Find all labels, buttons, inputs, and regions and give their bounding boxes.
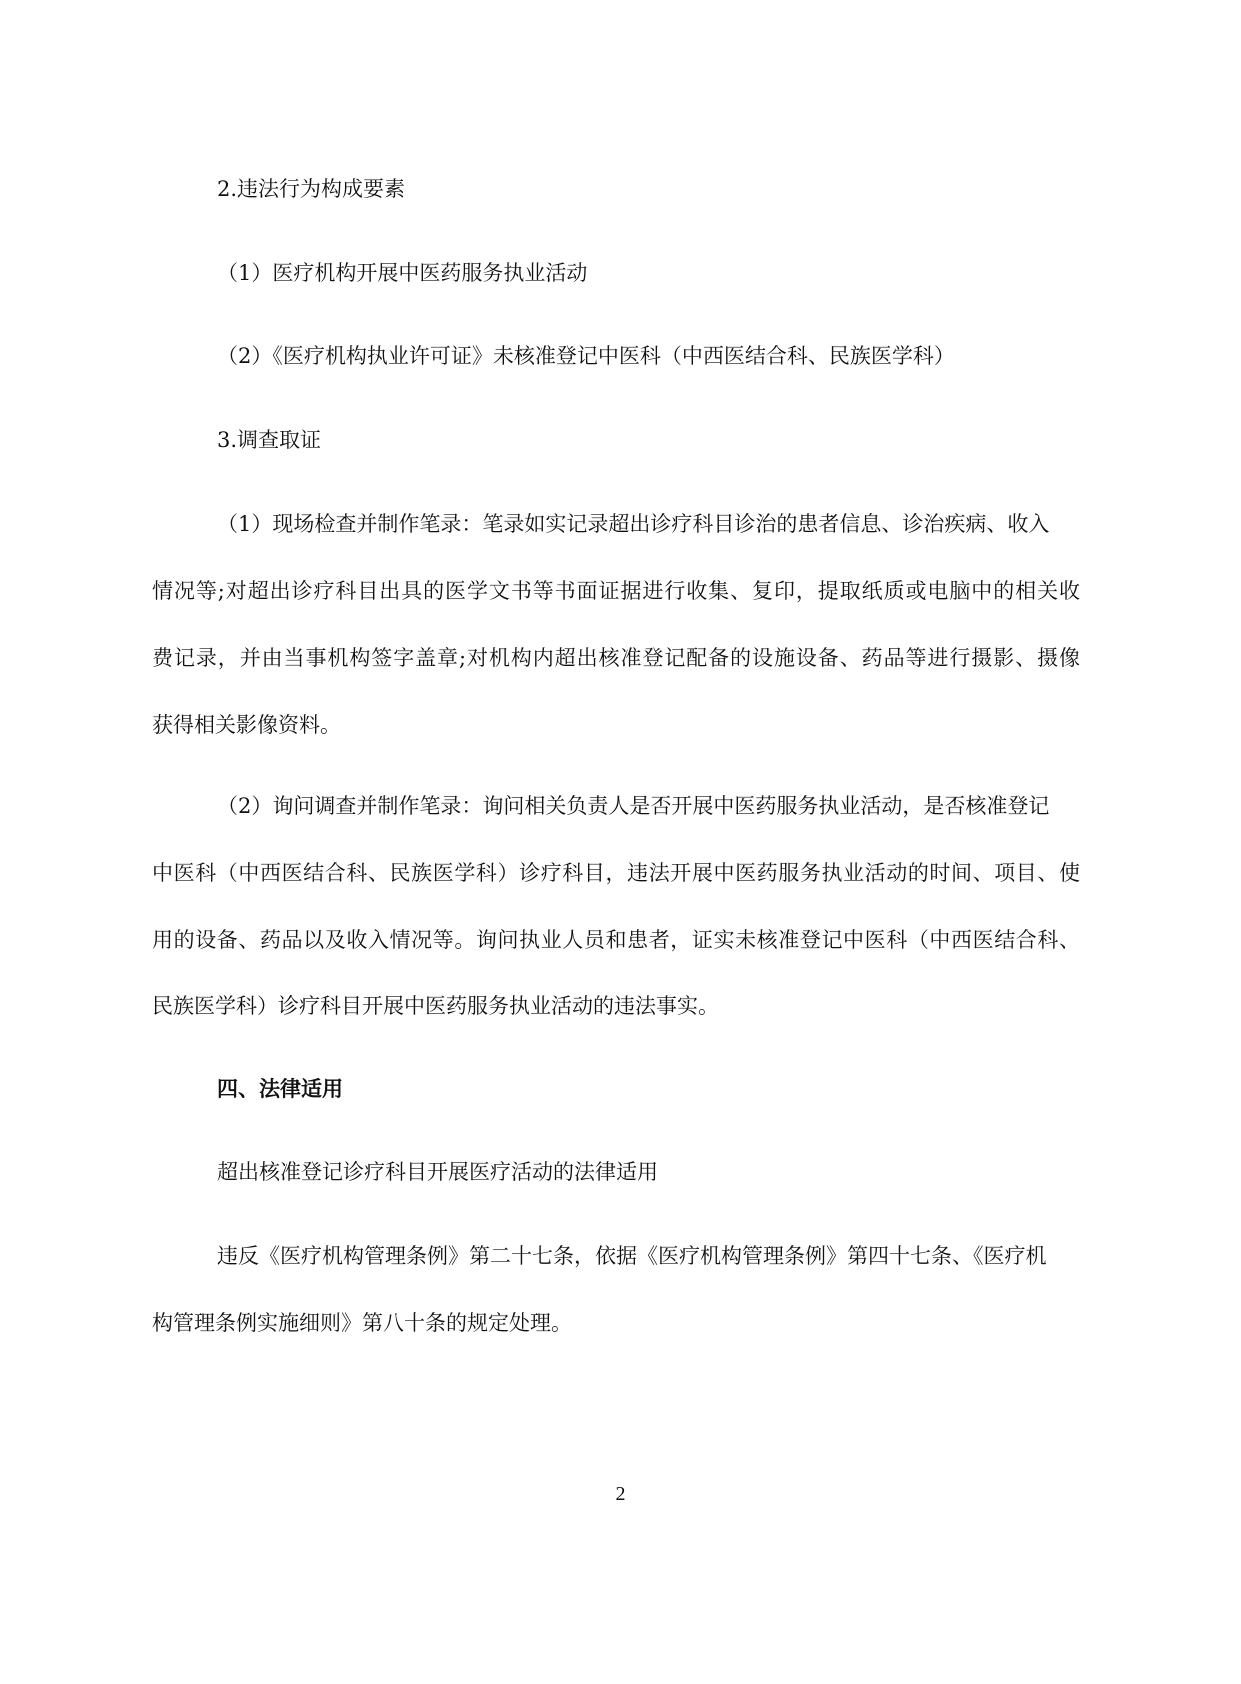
section-4-subtitle: 超出核准登记诊疗科目开展医疗活动的法律适用: [217, 1160, 658, 1184]
section-2-title: 2.违法行为构成要素: [217, 177, 406, 201]
paragraph-line: （2）询问调查并制作笔录：询问相关负责人是否开展中医药服务执业活动，是否核准登记: [217, 794, 1050, 818]
paragraph-line: 构管理条例实施细则》第八十条的规定处理。: [152, 1311, 572, 1335]
paragraph-line: 获得相关影像资料。: [152, 713, 341, 737]
paragraph-line: 费记录，并由当事机构签字盖章;对机构内超出核准登记配备的设施设备、药品等进行摄影、摄像: [152, 646, 1080, 670]
section-4-heading: 四、法律适用: [217, 1077, 343, 1101]
section-2-item-2: （2）《医疗机构执业许可证》未核准登记中医科（中西医结合科、民族医学科）: [217, 344, 955, 368]
paragraph-line: 违反《医疗机构管理条例》第二十七条，依据《医疗机构管理条例》第四十七条、《医疗机: [217, 1244, 1047, 1268]
paragraph-line: 情况等;对超出诊疗科目出具的医学文书等书面证据进行收集、复印，提取纸质或电脑中的相关收: [152, 579, 1080, 603]
paragraph-line: 用的设备、药品以及收入情况等。询问执业人员和患者，证实未核准登记中医科（中西医结合科、: [152, 928, 1080, 952]
page-number: 2: [615, 1483, 626, 1505]
paragraph-line: 中医科（中西医结合科、民族医学科）诊疗科目，违法开展中医药服务执业活动的时间、项目、使: [152, 861, 1080, 885]
section-2-item-1: （1）医疗机构开展中医药服务执业活动: [217, 261, 588, 285]
paragraph-line: （1）现场检查并制作笔录：笔录如实记录超出诊疗科目诊治的患者信息、诊治疾病、收入: [217, 512, 1050, 536]
paragraph-line: 民族医学科）诊疗科目开展中医药服务执业活动的违法事实。: [152, 994, 719, 1018]
section-3-title: 3.调查取证: [217, 428, 322, 452]
